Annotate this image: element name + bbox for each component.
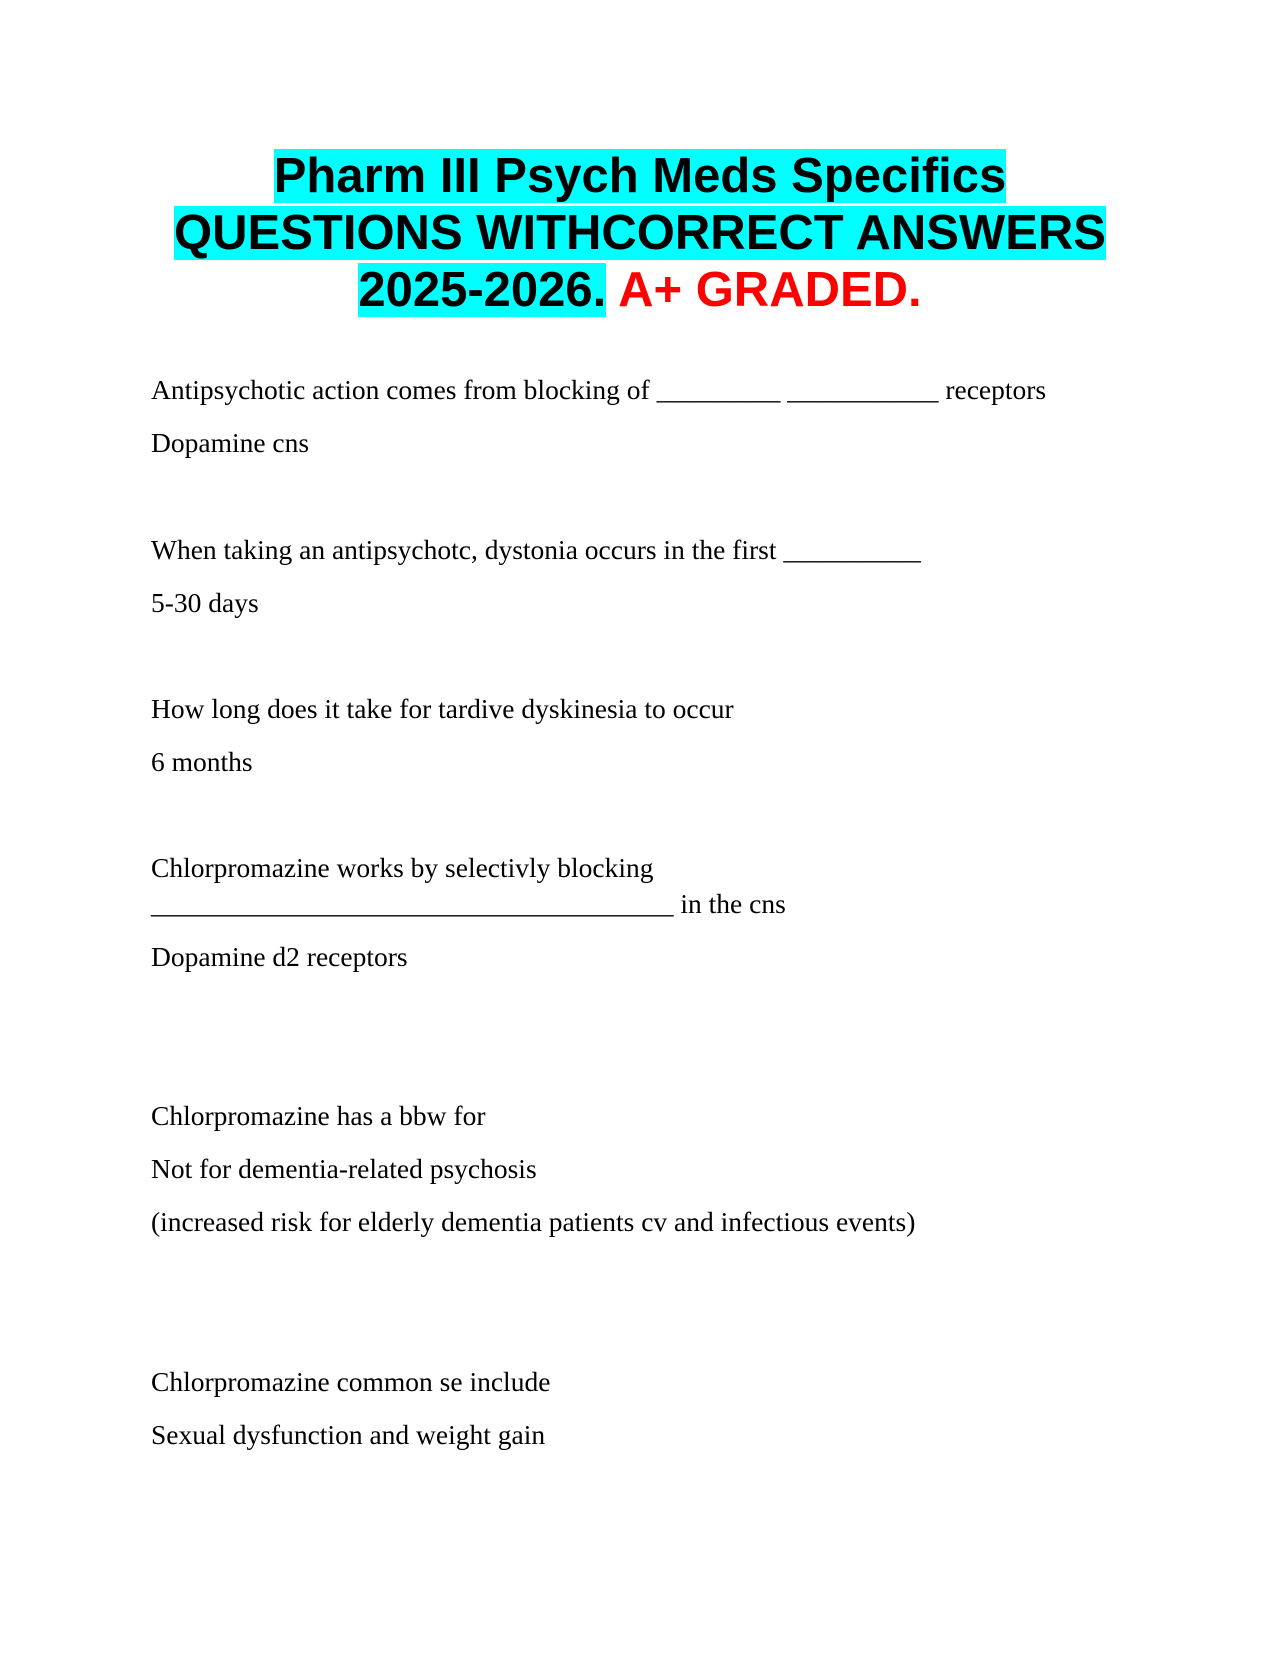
question-4-line-1: Chlorpromazine works by selectivly blocking [151,852,654,883]
answer-5-note: (increased risk for elderly dementia patients cv and infectious events) [151,1206,916,1237]
question-5: Chlorpromazine has a bbw for [151,1100,486,1131]
answer-1: Dopamine cns [151,427,310,458]
title-line-3-year: 2025-2026. [358,263,607,317]
title-line-3-grade: A+ GRADED. [618,263,922,317]
document-title [0,148,1280,319]
answer-5: Not for dementia-related psychosis [151,1153,537,1184]
answer-2: 5-30 days [151,587,259,618]
question-3: How long does it take for tardive dyskinesia to occur [151,693,734,724]
answer-3: 6 months [151,746,253,777]
answer-6: Sexual dysfunction and weight gain [151,1419,546,1450]
question-4-line-2: ______________________________________ in the cns [151,888,786,919]
title-line-2: QUESTIONS WITHCORRECT ANSWERS [174,206,1106,260]
question-2: When taking an antipsychotc, dystonia occurs in the first __________ [151,534,921,565]
answer-4: Dopamine d2 receptors [151,941,408,972]
question-6: Chlorpromazine common se include [151,1366,551,1397]
question-1: Antipsychotic action comes from blocking of _________ ___________ receptors [151,374,1047,405]
title-line-1: Pharm III Psych Meds Specifics [273,149,1007,203]
